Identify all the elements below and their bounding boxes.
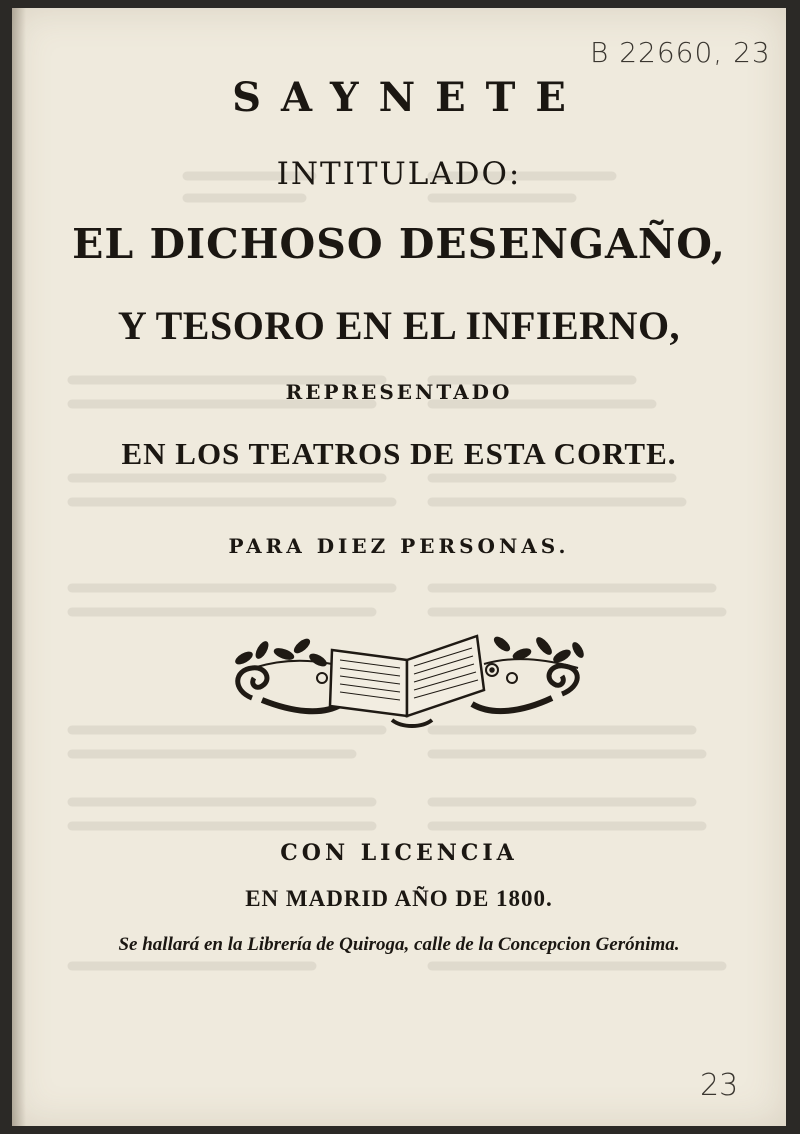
handwritten-shelfmark: B 22660, 23 [590, 36, 771, 69]
title-line-personas: PARA DIEZ PERSONAS. [228, 534, 570, 558]
book-and-foliage-ornament [222, 620, 592, 732]
title-line-subtitle: Y TESORO EN EL INFIERNO, [117, 303, 681, 348]
title-line-intitulado: INTITULADO: [276, 156, 522, 192]
imprint-place-date: EN MADRID AÑO DE 1800. [245, 886, 553, 911]
imprint-bookseller: Se hallará en la Librería de Quiroga, calle de la Concepcion Gerónima. [118, 934, 680, 955]
imprint-licencia: CON LICENCIA [280, 840, 518, 866]
title-line-saynete: SAYNETE [232, 74, 586, 121]
handwritten-page-number: 23 [700, 1068, 739, 1103]
title-line-main: EL DICHOSO DESENGAÑO, [72, 220, 726, 268]
title-page [12, 8, 786, 1126]
title-line-representado: REPRESENTADO [285, 380, 513, 404]
title-line-teatros: EN LOS TEATROS DE ESTA CORTE. [121, 436, 677, 471]
